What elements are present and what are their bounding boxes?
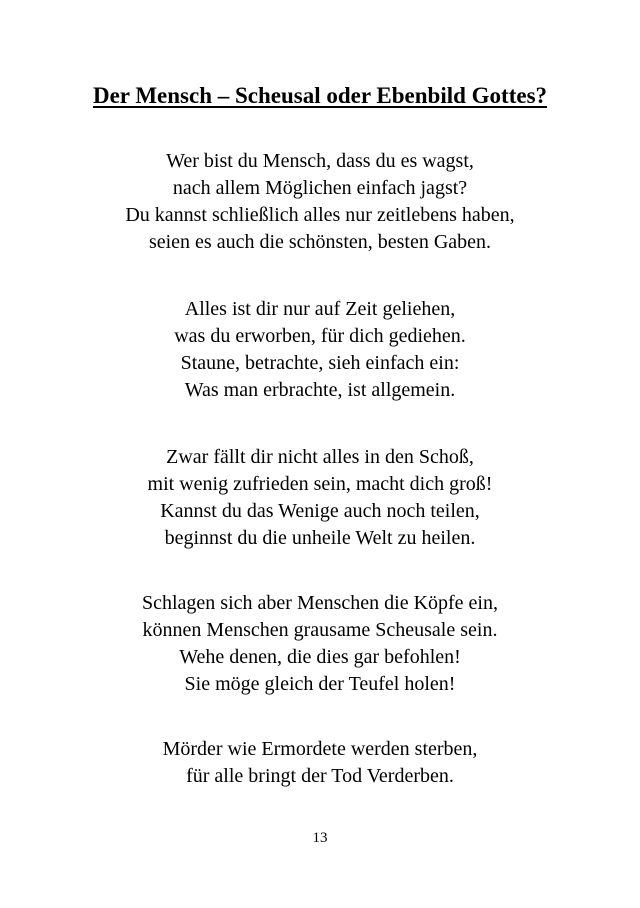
poem-line: Wer bist du Mensch, dass du es wagst, xyxy=(166,150,474,172)
poem-line: für alle bringt der Tod Verderben. xyxy=(186,765,454,787)
poem-line: Alles ist dir nur auf Zeit geliehen, xyxy=(184,298,456,320)
poem-title: Der Mensch – Scheusal oder Ebenbild Gottes? xyxy=(92,83,548,108)
stanza-2 xyxy=(0,296,640,404)
stanza-1 xyxy=(0,148,640,256)
poem-line: Zwar fällt dir nicht alles in den Schoß, xyxy=(166,446,474,468)
poem-line: Was man erbrachte, ist allgemein. xyxy=(184,379,456,401)
poem-line: beginnst du die unheile Welt zu heilen. xyxy=(164,527,476,549)
poem-line: können Menschen grausame Scheusale sein. xyxy=(142,619,498,641)
stanza-5 xyxy=(0,736,640,790)
poem-line: mit wenig zufrieden sein, macht dich groß! xyxy=(147,473,493,495)
poem-line: Schlagen sich aber Menschen die Köpfe ein, xyxy=(142,592,498,614)
poem-line: Sie möge gleich der Teufel holen! xyxy=(184,673,456,695)
poem-line: Staune, betrachte, sieh einfach ein: xyxy=(180,352,460,374)
stanza-3 xyxy=(0,444,640,552)
poem-line: Kannst du das Wenige auch noch teilen, xyxy=(160,500,480,522)
stanza-4 xyxy=(0,590,640,698)
poem-line: was du erworben, für dich gediehen. xyxy=(174,325,466,347)
poem-line: Du kannst schließlich alles nur zeitlebens haben, xyxy=(125,204,515,226)
page-number: 13 xyxy=(312,830,328,846)
poem-line: nach allem Möglichen einfach jagst? xyxy=(172,177,468,199)
poem-line: Wehe denen, die dies gar befohlen! xyxy=(179,646,461,668)
poem-line: seien es auch die schönsten, besten Gaben. xyxy=(148,231,492,253)
poem-line: Mörder wie Ermordete werden sterben, xyxy=(162,738,478,760)
